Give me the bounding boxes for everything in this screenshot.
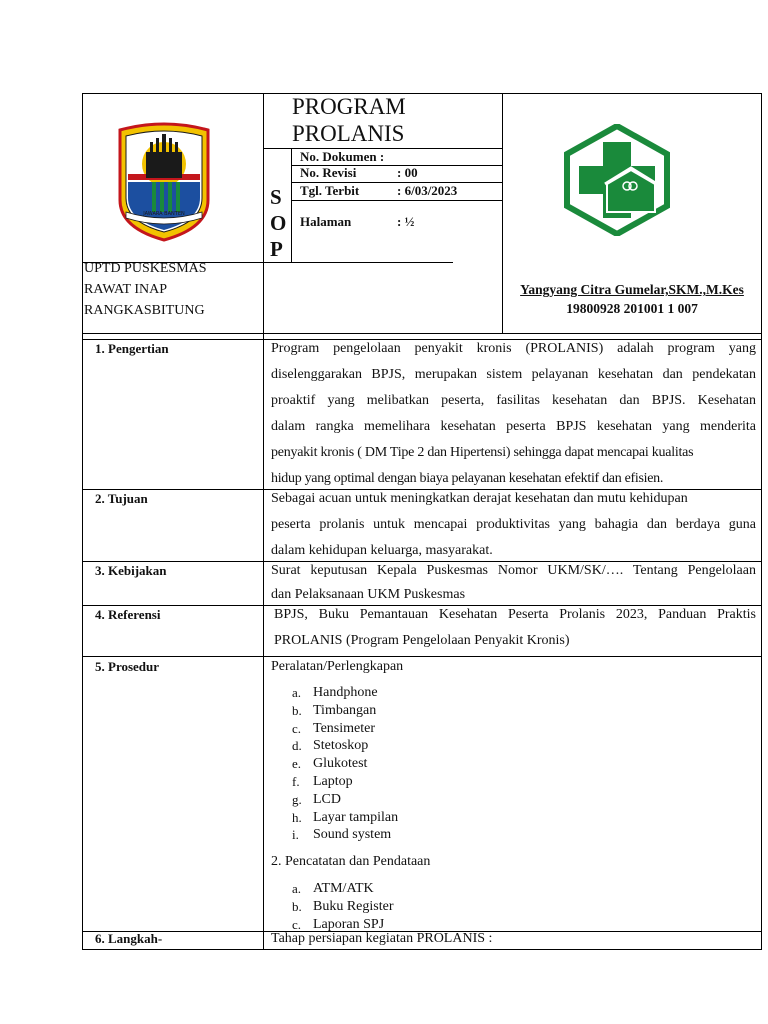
text-line: proaktif yang melibatkan peserta, fasilitas kesehatan dan BPJS. Kesehatan — [271, 393, 756, 408]
text-line: penyakit kronis ( DM Tipe 2 dan Hipertensi) sehingga dapat mencapai kualitas — [271, 445, 694, 460]
logo-motto: JAWARA BANTEN — [143, 211, 185, 217]
list-item-text: Handphone — [313, 685, 378, 700]
list-item — [292, 791, 398, 809]
list-marker: i. — [292, 827, 299, 843]
list-marker: h. — [292, 809, 302, 825]
sop-letter-o: O — [270, 211, 287, 235]
issue-date-label: Tgl. Terbit — [300, 183, 360, 198]
prosedur-intro: Peralatan/Perlengkapan — [271, 659, 404, 674]
list-marker: e. — [292, 756, 302, 772]
equipment-list — [292, 684, 398, 844]
list-item — [292, 702, 398, 720]
text-line: BPJS, Buku Pemantauan Kesehatan Peserta Prolanis 2023, Panduan Praktis — [274, 607, 756, 622]
page-label: Halaman — [300, 214, 352, 229]
org-name-line1: UPTD PUSKESMAS — [84, 261, 207, 276]
list-item — [292, 826, 398, 844]
list-item — [292, 684, 398, 702]
list-marker: c. — [292, 720, 302, 736]
text-line: Program pengelolaan penyakit kronis (PROLANIS) adalah program yang — [271, 341, 756, 356]
section-label-tujuan: 2. Tujuan — [95, 491, 148, 506]
section-label-prosedur: 5. Prosedur — [95, 659, 160, 674]
list-item — [292, 720, 398, 738]
list-marker: b. — [292, 898, 302, 914]
list-item-text: Buku Register — [313, 898, 394, 914]
list-item-text: Sound system — [313, 827, 392, 843]
list-item-text: Timbangan — [313, 702, 377, 718]
sop-letter-s: S — [270, 185, 282, 209]
section-label-pengertian: 1. Pengertian — [95, 341, 169, 356]
list-item-text: Laptop — [313, 773, 353, 789]
program-title-line2: PROLANIS — [292, 121, 405, 146]
program-title-line1: PROGRAM — [292, 94, 406, 119]
puskesmas-logo — [557, 124, 677, 236]
list-item-text: LCD — [313, 791, 341, 807]
list-item — [292, 898, 394, 916]
section-body-langkah: Tahap persiapan kegiatan PROLANIS : — [271, 931, 493, 946]
issue-date-value: : 6/03/2023 — [397, 183, 458, 198]
doc-number-label: No. Dokumen : — [300, 149, 385, 164]
list-item-text: ATM/ATK — [313, 881, 374, 896]
list-marker: a. — [292, 881, 302, 896]
text-line: diselenggarakan BPJS, merupakan sistem pelayanan kesehatan dan pendekatan — [271, 367, 756, 382]
sop-letter-p: P — [270, 237, 283, 261]
list-marker: f. — [292, 773, 300, 789]
text-line: Sebagai acuan untuk meningkatkan derajat kesehatan dan mutu kehidupan — [271, 491, 688, 506]
section-label-langkah: 6. Langkah- — [95, 931, 163, 946]
list-item — [292, 880, 394, 898]
list-item — [292, 809, 398, 827]
prosedur-subheading: 2. Pencatatan dan Pendataan — [271, 854, 431, 869]
list-item-text: Tensimeter — [313, 720, 375, 736]
list-marker: g. — [292, 791, 302, 807]
text-line: PROLANIS (Program Pengelolaan Penyakit Kronis) — [274, 633, 570, 648]
page-value: : ½ — [397, 214, 415, 229]
text-line: hidup yang optimal dengan biaya pelayanan kesehatan efektif dan efisien. — [271, 471, 664, 486]
recording-list — [292, 880, 394, 933]
list-item-text: Stetoskop — [313, 738, 369, 754]
text-line: dalam kehidupan keluarga, masyarakat. — [271, 543, 493, 558]
list-marker: b. — [292, 702, 302, 718]
revision-value: : 00 — [397, 165, 418, 180]
signer-nip: 19800928 201001 1 007 — [566, 301, 698, 316]
org-name-line3: RANGKASBITUNG — [84, 303, 205, 318]
list-item-text: Layar tampilan — [313, 809, 399, 825]
list-marker: d. — [292, 738, 302, 754]
text-line: dan Pelaksanaan UKM Puskesmas — [271, 587, 466, 602]
list-item — [292, 773, 398, 791]
list-item-text: Glukotest — [313, 756, 368, 772]
signer-name: Yangyang Citra Gumelar,SKM.,M.Kes — [520, 282, 744, 297]
list-item-text: Laporan SPJ — [313, 916, 385, 932]
text-line: Surat keputusan Kepala Puskesmas Nomor UKM/SK/…. Tentang Pengelolaan — [271, 563, 756, 578]
text-line: peserta prolanis untuk mencapai produktivitas yang bahagia dan berdaya guna — [271, 517, 756, 532]
section-label-referensi: 4. Referensi — [95, 607, 161, 622]
org-name-line2: RAWAT INAP — [84, 282, 168, 297]
text-line: dalam rangka memelihara kesehatan peserta BPJS kesehatan yang menderita — [271, 419, 756, 434]
list-marker: a. — [292, 685, 302, 700]
section-label-kebijakan: 3. Kebijakan — [95, 563, 167, 578]
list-item — [292, 737, 398, 755]
list-item — [292, 755, 398, 773]
list-marker: c. — [292, 916, 302, 932]
banten-logo — [116, 122, 212, 244]
revision-label: No. Revisi — [300, 165, 357, 180]
